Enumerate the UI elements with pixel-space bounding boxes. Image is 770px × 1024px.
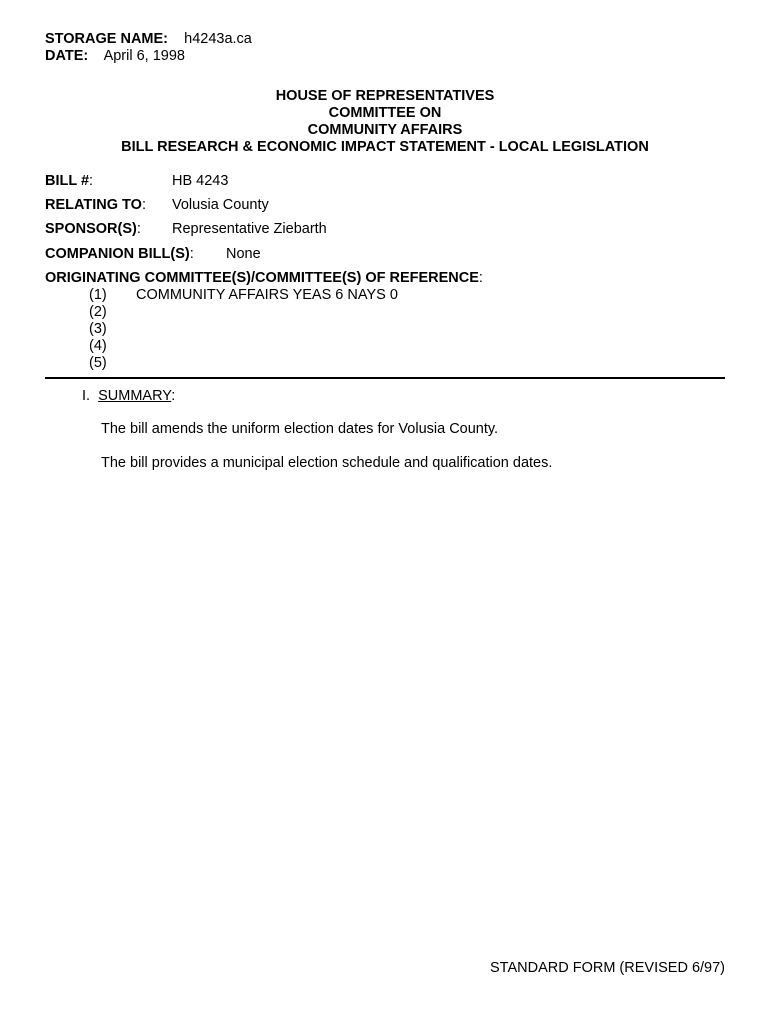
storage-name-line [45, 31, 252, 47]
summary-heading-row: I. SUMMARY: [82, 388, 176, 404]
committees-row: ORIGINATING COMMITTEE(S)/COMMITTEE(S) OF REFERENCE: [45, 270, 483, 286]
companion-bill-label: COMPANION BILL(S) [45, 246, 190, 262]
date-label: DATE: [45, 48, 89, 64]
sponsor-row: SPONSOR(S): [45, 221, 141, 237]
committee-num-2: (2) [89, 304, 107, 320]
summary-heading: SUMMARY [98, 388, 172, 404]
sponsor-label: SPONSOR(S) [45, 221, 137, 237]
committees-label: ORIGINATING COMMITTEE(S)/COMMITTEE(S) OF REFERENCE [45, 270, 479, 286]
title-committee-on: COMMITTEE ON [328, 105, 442, 121]
committee-num-5: (5) [89, 355, 107, 371]
storage-name-label: STORAGE NAME: [45, 31, 168, 47]
title-committee-name: COMMUNITY AFFAIRS [307, 122, 463, 138]
committee-num-4: (4) [89, 338, 107, 354]
companion-bill-value: None [226, 246, 261, 262]
relating-to-value: Volusia County [172, 197, 269, 213]
title-house: HOUSE OF REPRESENTATIVES [275, 88, 495, 104]
date-value: April 6, 1998 [103, 48, 185, 64]
relating-to-row: RELATING TO: [45, 197, 146, 213]
section-divider [45, 377, 725, 379]
standard-form-footer: STANDARD FORM (REVISED 6/97) [490, 960, 725, 976]
relating-to-label: RELATING TO [45, 197, 142, 213]
summary-paragraph-2: The bill provides a municipal election schedule and qualification dates. [101, 455, 553, 471]
sponsor-value: Representative Ziebarth [172, 221, 327, 237]
storage-name-value: h4243a.ca [184, 31, 252, 47]
title-statement: BILL RESEARCH & ECONOMIC IMPACT STATEMENT - LOCAL LEGISLATION [121, 139, 649, 155]
committee-text-1: COMMUNITY AFFAIRS YEAS 6 NAYS 0 [136, 287, 398, 303]
summary-paragraph-1: The bill amends the uniform election dates for Volusia County. [101, 421, 499, 437]
summary-roman: I. [82, 388, 91, 404]
bill-number-row: BILL #: [45, 173, 94, 189]
committee-num-1: (1) [89, 287, 107, 303]
bill-number-label: BILL # [45, 173, 90, 189]
companion-bill-row: COMPANION BILL(S): [45, 246, 194, 262]
committee-num-3: (3) [89, 321, 107, 337]
bill-number-value: HB 4243 [172, 173, 229, 189]
date-line [45, 48, 185, 64]
